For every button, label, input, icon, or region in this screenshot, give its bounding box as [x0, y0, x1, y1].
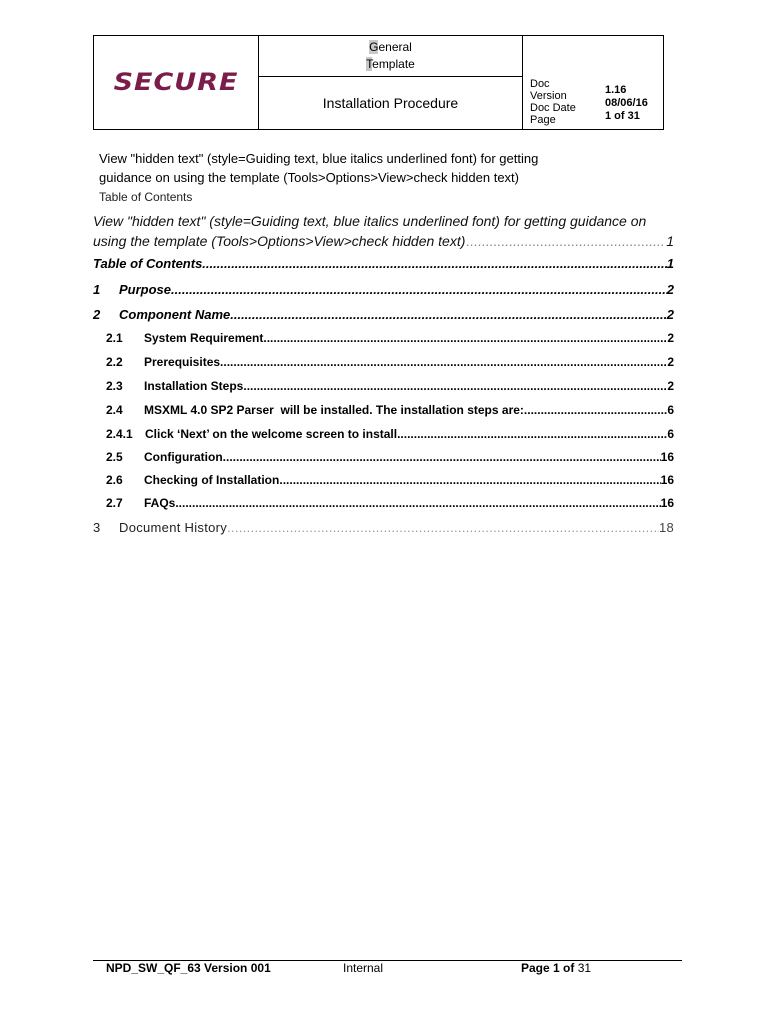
toc-page: 2 [667, 355, 674, 369]
toc-page: 2 [667, 331, 674, 345]
toc-number: 3 [93, 520, 101, 535]
meta-label-version: Version [530, 90, 567, 102]
toc-title: Installation Steps [144, 379, 244, 393]
toc-page: 2 [667, 379, 674, 393]
toc-number: 2.4.1 [106, 427, 133, 441]
toc-entry-system-requirement[interactable] [106, 331, 674, 345]
footer-doc-id: NPD_SW_QF_63 Version 001 [106, 961, 271, 975]
toc-number: 2.4 [106, 403, 123, 417]
toc-number: 2 [93, 307, 101, 322]
toc-number: 2.7 [106, 496, 123, 510]
meta-labels [530, 78, 576, 126]
footer-page-number [521, 961, 591, 975]
doc-title: Installation Procedure [322, 95, 459, 111]
logo-cell [94, 36, 259, 130]
hidden-text-note [99, 149, 633, 187]
toc-title: Document History [119, 520, 228, 535]
toc-title: Prerequisites [144, 355, 221, 369]
toc-entry-checking-installation[interactable] [106, 473, 674, 487]
toc-entry-msxml-parser[interactable] [106, 403, 674, 417]
toc-title: FAQs [144, 496, 176, 510]
toc-number: 1 [93, 282, 101, 297]
toc-leader [263, 331, 667, 345]
toc-leader [230, 307, 667, 322]
toc-page: 18 [658, 520, 674, 535]
toc-leader [175, 496, 660, 510]
toc-title: MSXML 4.0 SP2 Parser will be installed. The installation steps are: [144, 403, 524, 417]
toc-page: 6 [667, 427, 674, 441]
toc-leader [223, 450, 661, 464]
toc-number: 2.6 [106, 473, 123, 487]
toc-page: 16 [660, 496, 674, 510]
meta-version: 1.16 [605, 84, 627, 96]
template-initial-t: T [366, 57, 373, 71]
toc-number: 2.1 [106, 331, 123, 345]
toc-title: Table of Contents [93, 256, 203, 271]
toc-entry-installation-steps[interactable] [106, 379, 674, 393]
toc-entry-hidden-text[interactable] [93, 211, 674, 251]
toc-title: System Requirement [144, 331, 264, 345]
toc-entry-document-history[interactable] [93, 520, 674, 535]
toc-leader [400, 427, 667, 441]
toc-leader [202, 256, 666, 271]
toc-leader [171, 282, 667, 297]
toc-first-page: 1 [666, 233, 674, 249]
meta-page: 1 of 31 [605, 110, 640, 122]
meta-values [605, 84, 648, 123]
toc-number: 2.3 [106, 379, 123, 393]
document-header [93, 35, 664, 130]
template-initial-g: G [369, 40, 379, 54]
toc-number: 2.2 [106, 355, 123, 369]
toc-title: Checking of Installation [144, 473, 280, 487]
intro-line-1: View "hidden text" (style=Guiding text, blue italics underlined font) for getting [99, 151, 539, 166]
meta-date: 08/06/16 [605, 97, 648, 109]
doc-title-cell [259, 77, 523, 130]
toc-title: Purpose [119, 282, 172, 297]
toc-leader [227, 520, 659, 535]
toc-page: 2 [666, 282, 674, 297]
template-line1-rest: eneral [378, 40, 412, 54]
footer-page-total: 31 [577, 961, 592, 975]
toc-entry-component-name[interactable] [93, 307, 674, 322]
meta-label-doc: Doc [530, 78, 550, 90]
toc-leader [466, 231, 665, 251]
toc-leader [524, 403, 667, 417]
toc-page: 2 [666, 307, 674, 322]
doc-meta-cell [523, 36, 664, 130]
toc-entry-purpose[interactable] [93, 282, 674, 297]
toc-first-line-2: using the template (Tools>Options>View>check hidden text) [93, 233, 466, 249]
secure-logo: SECURE [113, 68, 239, 97]
toc-entry-configuration[interactable] [106, 450, 674, 464]
toc-page: 6 [667, 403, 674, 417]
intro-line-2: guidance on using the template (Tools>Options>View>check hidden text) [99, 170, 519, 185]
toc-first-line-1: View "hidden text" (style=Guiding text, blue italics underlined font) for getting guidance on [93, 213, 647, 229]
toc-entry-prerequisites[interactable] [106, 355, 674, 369]
toc-entry-click-next[interactable] [106, 427, 674, 441]
toc-leader [220, 355, 667, 369]
toc-page: 16 [660, 473, 674, 487]
toc-title: Component Name [119, 307, 231, 322]
toc-entry-table-of-contents[interactable] [93, 256, 674, 271]
footer-page-label: Page 1 of [521, 961, 575, 975]
toc-page: 1 [666, 256, 674, 271]
footer-classification: Internal [343, 961, 384, 975]
toc-entry-faqs[interactable] [106, 496, 674, 510]
meta-label-date: Doc Date [530, 102, 576, 114]
toc-leader [243, 379, 667, 393]
toc-heading: Table of Contents [99, 190, 193, 204]
toc-title: Click ‘Next’ on the welcome screen to install. [145, 427, 401, 441]
toc-title: Configuration [144, 450, 223, 464]
toc-number: 2.5 [106, 450, 123, 464]
template-type-cell [259, 36, 523, 77]
toc-page: 16 [660, 450, 674, 464]
toc-leader [279, 473, 660, 487]
meta-label-page: Page [530, 114, 556, 126]
template-line2-rest: emplate [372, 57, 415, 71]
